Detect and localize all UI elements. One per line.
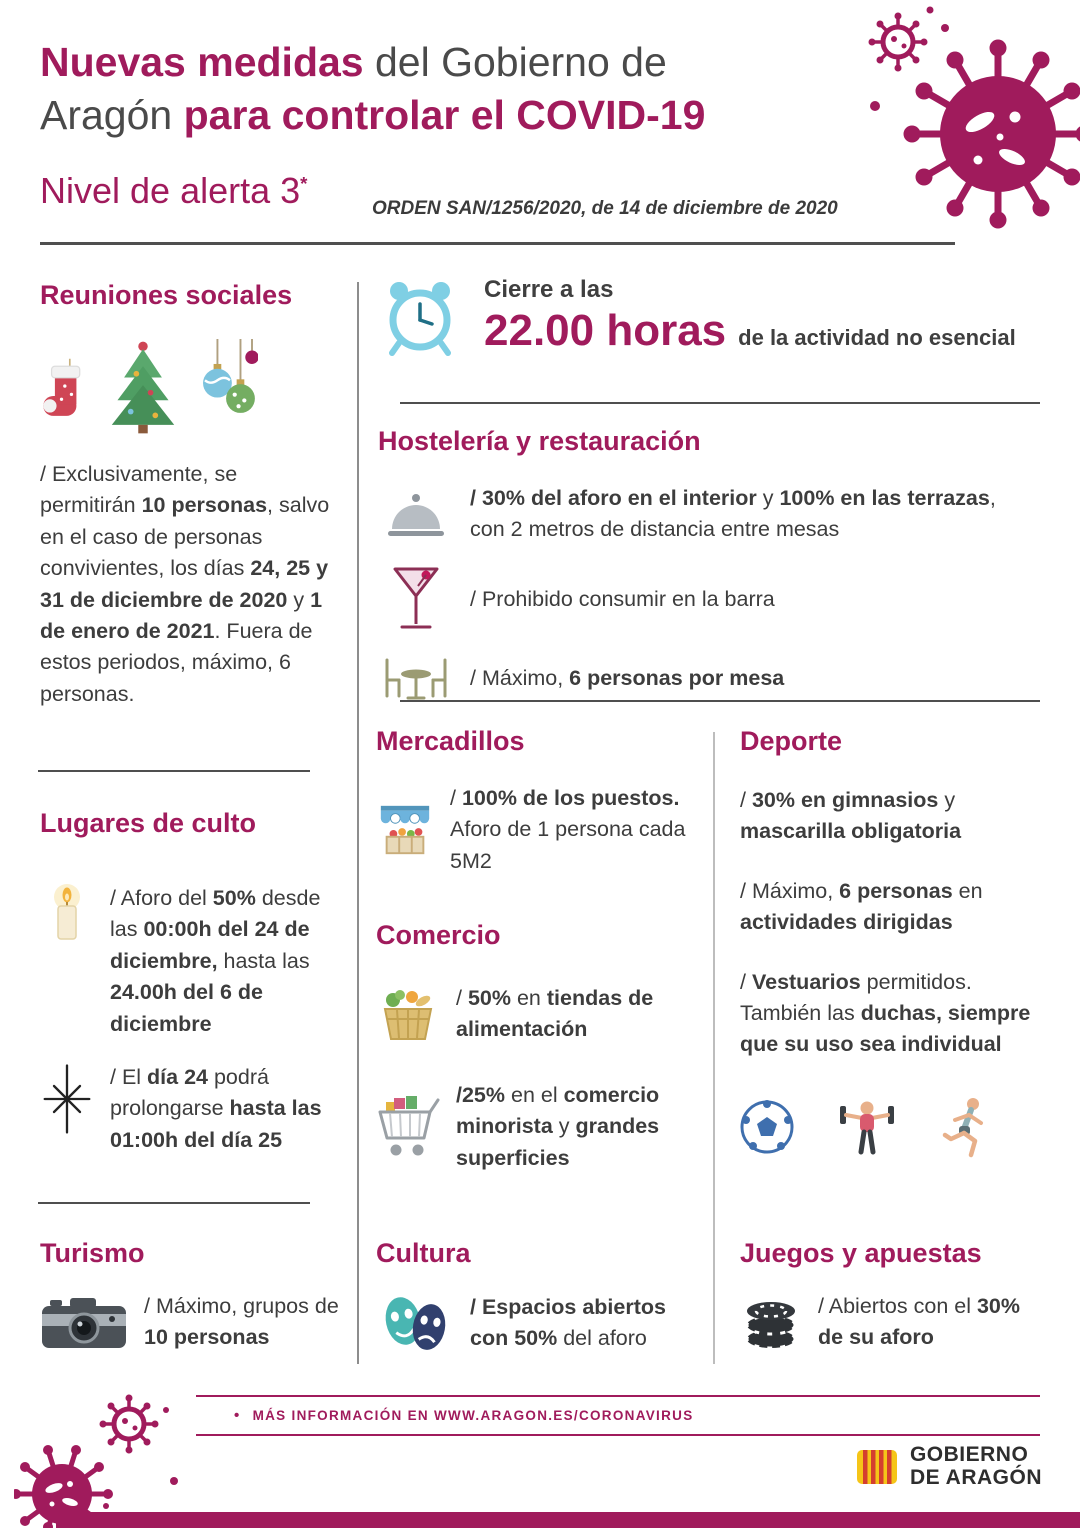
list-item <box>40 1291 342 1354</box>
logo-line-1: GOBIERNO <box>909 1443 1029 1466</box>
hosteleria-barra-text: / Prohibido consumir en la barra <box>470 587 775 612</box>
soccer-ball-icon <box>740 1100 794 1154</box>
camera-icon <box>42 1292 126 1352</box>
closing-time-block <box>382 276 1042 358</box>
title-line-2: Aragón para controlar el COVID-19 <box>40 92 706 139</box>
bottom-accent-bar <box>56 1512 1080 1528</box>
closing-lead: Cierre a las <box>484 276 614 303</box>
table-and-chairs-icon <box>379 654 453 704</box>
order-reference: ORDEN SAN/1256/2020, de 14 de diciembre de 2020 <box>372 198 838 219</box>
closing-scope: de la actividad no esencial <box>738 325 1016 350</box>
list-item <box>378 483 1040 546</box>
list-item <box>376 1291 698 1355</box>
section-hosteleria <box>378 426 1040 704</box>
section-cultura <box>376 1238 698 1355</box>
shopping-cart-icon <box>376 1094 440 1160</box>
section-heading: Mercadillos <box>376 726 525 756</box>
list-item <box>40 883 342 1040</box>
culto-dia24-text: / El día 24 podrá prolongarse hasta las 01:00h del día 25 <box>110 1064 322 1152</box>
weightlifting-icon <box>838 1096 896 1158</box>
section-mercadillos <box>376 726 692 877</box>
running-icon <box>940 1095 990 1159</box>
section-heading: Hostelería y restauración <box>378 426 701 456</box>
serving-cloche-icon <box>388 489 444 539</box>
divider <box>400 402 1040 404</box>
section-lugares-de-culto <box>40 808 342 1156</box>
culto-aforo-text: / Aforo del 50% desde las 00:00h del 24 de diciembre, hasta las 24.00h del 6 de diciembre <box>110 886 321 1036</box>
divider <box>38 1202 310 1204</box>
cultura-text: / Espacios abiertos con 50% del aforo <box>470 1294 666 1350</box>
christmas-icons-row <box>40 331 336 435</box>
turismo-text: / Máximo, grupos de 10 personas <box>144 1294 339 1350</box>
grocery-basket-icon <box>380 985 436 1043</box>
page-title <box>40 36 705 143</box>
sport-icons-row <box>740 1095 1046 1159</box>
deporte-gimnasios-text: / 30% en gimnasios y mascarilla obligatoria <box>740 788 962 844</box>
list-item <box>40 1062 342 1156</box>
section-turismo <box>40 1238 342 1354</box>
mercadillos-text: / 100% de los puestos. Aforo de 1 persona cada 5M2 <box>450 786 686 873</box>
closing-time: 22.00 horas <box>484 306 727 355</box>
theater-masks-icon <box>377 1291 453 1355</box>
star-icon <box>41 1062 93 1136</box>
deporte-vestuarios-text: / Vestuarios permitidos. También las duchas, siempre que su uso sea individual <box>740 969 1031 1057</box>
christmas-stocking-icon <box>40 357 88 435</box>
juegos-text: / Abiertos con el 30% de su aforo <box>818 1294 1020 1350</box>
list-item <box>376 1080 692 1174</box>
baubles-icon <box>198 339 258 435</box>
section-comercio <box>376 920 692 1174</box>
divider <box>38 770 310 772</box>
logo-text <box>910 1444 1042 1489</box>
column-divider <box>357 282 359 1364</box>
list-item <box>378 566 1040 634</box>
alarm-clock-icon <box>382 276 458 358</box>
closing-time-text <box>484 276 1016 356</box>
alert-level: Nivel de alerta 3* <box>40 170 308 211</box>
section-heading: Comercio <box>376 920 501 950</box>
poker-chips-icon <box>741 1293 801 1351</box>
header-divider <box>40 242 955 245</box>
divider <box>400 700 1040 702</box>
cocktail-icon <box>392 566 440 634</box>
section-heading: Deporte <box>740 726 843 756</box>
section-heading: Reuniones sociales <box>40 280 293 310</box>
hosteleria-mesa-text: / Máximo, 6 personas por mesa <box>470 666 785 691</box>
christmas-tree-icon <box>108 339 178 435</box>
gobierno-de-aragon-logo <box>856 1444 1042 1489</box>
more-info-banner: • MÁS INFORMACIÓN EN WWW.ARAGON.ES/CORONAVIRUS <box>196 1395 1040 1436</box>
candle-icon <box>41 883 93 943</box>
section-heading: Turismo <box>40 1238 145 1268</box>
list-item <box>740 1291 1052 1354</box>
column-divider <box>713 732 715 1364</box>
section-juegos-apuestas <box>740 1238 1052 1354</box>
comercio-alimentacion-text: / 50% en tiendas de alimentación <box>456 986 654 1042</box>
aragon-flag-icon <box>856 1449 898 1485</box>
comercio-minorista-text: /25% en el comercio minorista y grandes superficies <box>456 1082 660 1170</box>
list-item <box>376 783 692 877</box>
section-deporte <box>740 726 1046 1159</box>
section-heading: Lugares de culto <box>40 808 257 838</box>
market-stall-icon <box>377 801 433 859</box>
coronavirus-icon <box>860 2 1080 254</box>
list-item <box>376 983 692 1046</box>
deporte-dirigidas-text: / Máximo, 6 personas en actividades dirigidas <box>740 878 983 935</box>
hosteleria-aforo-text: / 30% del aforo en el interior y 100% en las terrazas, con 2 metros de distancia entre mesas <box>470 486 996 542</box>
title-line-1: Nuevas medidas del Gobierno de <box>40 39 667 85</box>
reuniones-text: / Exclusivamente, se permitirán 10 personas, salvo en el caso de personas convivientes, los días 24, 25 y 31 de diciembre de 2020 y 1 de enero de 2021. Fuera de estos periodos, máximo, 6 personas. <box>40 462 330 706</box>
list-item <box>378 654 1040 704</box>
section-heading: Juegos y apuestas <box>740 1238 982 1268</box>
coronavirus-icon <box>14 1386 210 1528</box>
section-heading: Cultura <box>376 1238 471 1268</box>
logo-line-2: DE ARAGÓN <box>909 1465 1042 1489</box>
section-reuniones-sociales <box>40 280 336 710</box>
